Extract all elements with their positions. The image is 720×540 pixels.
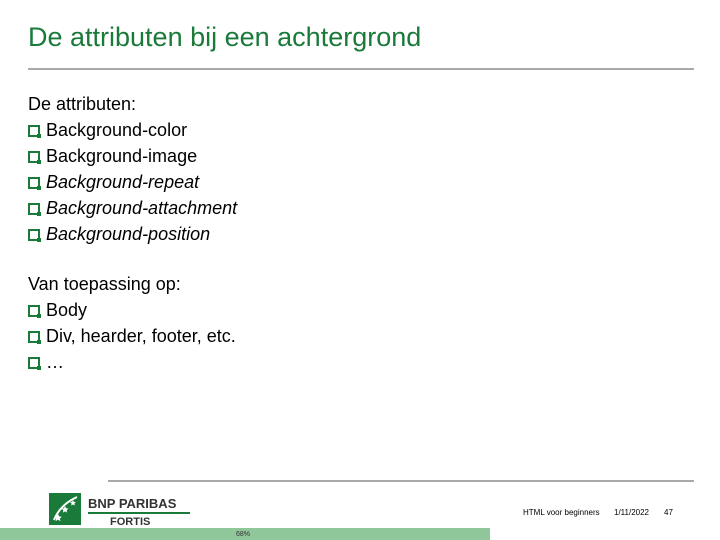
checkbox-bullet-icon: [28, 357, 40, 369]
list-item: [28, 297, 236, 323]
list-item-label: …: [46, 352, 64, 372]
list-item-label: Background-color: [46, 120, 188, 140]
list-item: [28, 221, 237, 247]
slide-title: De attributen bij een achtergrond: [28, 22, 422, 52]
checkbox-bullet-icon: [28, 305, 40, 317]
logo-text-bnp: BNP PARIBAS: [88, 496, 177, 511]
list-item-label: Background-repeat: [46, 172, 200, 192]
checkbox-bullet-icon: [28, 177, 40, 189]
bnp-paribas-fortis-logo: [48, 492, 196, 528]
list-item-label: Body: [46, 300, 88, 320]
checkbox-bullet-icon: [28, 229, 40, 241]
applies-to-heading: Van toepassing op:: [28, 274, 181, 294]
progress-bar: [0, 528, 720, 540]
attributes-heading: De attributen:: [28, 94, 137, 114]
list-item-label: Background-attachment: [46, 198, 238, 218]
logo-underline: [88, 512, 190, 514]
list-item: [28, 349, 236, 375]
applies-to-section: [28, 271, 236, 375]
attributes-section: [28, 91, 237, 247]
footer-title: HTML voor beginners: [523, 508, 600, 517]
list-item: [28, 143, 237, 169]
title-divider: [28, 68, 694, 70]
footer-divider: [108, 480, 694, 482]
list-item-label: Div, hearder, footer, etc.: [46, 326, 236, 346]
footer-date: 1/11/2022: [614, 508, 649, 517]
list-item: [28, 195, 237, 221]
list-item-label: Background-image: [46, 146, 198, 166]
footer-page-number: 47: [664, 508, 673, 517]
list-item: [28, 117, 237, 143]
progress-label: 68%: [236, 531, 251, 538]
checkbox-bullet-icon: [28, 125, 40, 137]
checkbox-bullet-icon: [28, 203, 40, 215]
checkbox-bullet-icon: [28, 151, 40, 163]
checkbox-bullet-icon: [28, 331, 40, 343]
list-item: [28, 169, 237, 195]
list-item: [28, 323, 236, 349]
list-item-label: Background-position: [46, 224, 211, 244]
logo-text-fortis: FORTIS: [110, 516, 151, 528]
